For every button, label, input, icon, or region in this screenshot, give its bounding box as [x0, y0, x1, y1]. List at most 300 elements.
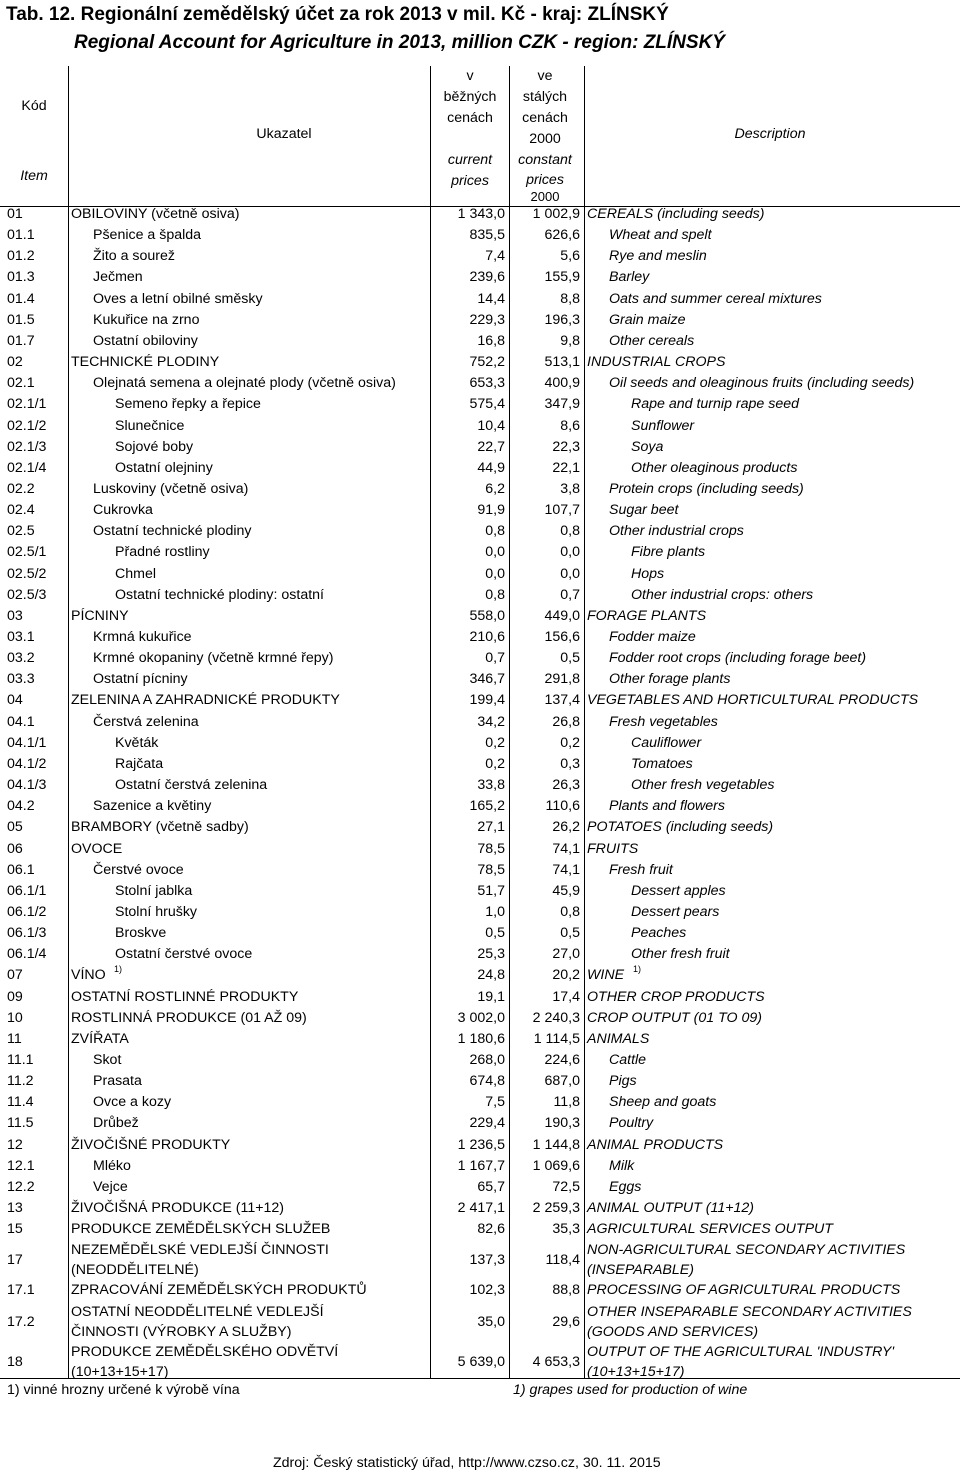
table-row — [0, 650, 960, 671]
row-value-current: 27,1 — [477, 819, 505, 836]
row-footnote-mark: 1) — [633, 964, 642, 975]
row-label-cz: ŽIVOČIŠNÁ PRODUKCE (11+12) — [71, 1200, 284, 1217]
row-value-current: 51,7 — [477, 882, 505, 899]
row-value-current: 0,2 — [485, 755, 505, 772]
row-value-constant: 107,7 — [544, 502, 580, 519]
row-label-cz: Rajčata — [115, 755, 164, 772]
row-code: 01.4 — [7, 290, 35, 307]
table-row — [0, 481, 960, 502]
row-value-constant: 1 002,9 — [532, 206, 580, 222]
table-row — [0, 989, 960, 1010]
table-row — [0, 523, 960, 544]
row-value-current: 137,3 — [469, 1252, 505, 1269]
row-label-en: Other cereals — [609, 332, 695, 349]
row-code: 01.7 — [7, 332, 35, 349]
row-value-constant: 35,3 — [552, 1221, 580, 1238]
row-label-en: VEGETABLES AND HORTICULTURAL PRODUCTS — [587, 692, 919, 709]
row-value-current: 19,1 — [477, 988, 505, 1005]
row-code: 17.2 — [7, 1313, 35, 1330]
row-value-current: 35,0 — [477, 1313, 505, 1330]
row-label-cz: TECHNICKÉ PLODINY — [71, 354, 220, 371]
row-label-en-cont: (INSEPARABLE) — [587, 1262, 694, 1279]
row-label-en: Dessert apples — [631, 882, 726, 899]
row-value-constant: 347,9 — [544, 396, 580, 413]
title-en: Regional Account for Agriculture in 2013, million CZK - region: ZLÍNSKÝ — [74, 32, 725, 53]
row-label-cz: Drůbež — [93, 1115, 139, 1132]
row-value-current: 1,0 — [485, 903, 505, 920]
row-value-constant: 22,3 — [552, 438, 580, 455]
table-row — [0, 1073, 960, 1094]
row-code: 02.2 — [7, 480, 35, 497]
row-value-current: 65,7 — [477, 1178, 505, 1195]
row-value-constant: 0,8 — [560, 903, 580, 920]
row-code: 13 — [7, 1200, 23, 1217]
table-row — [0, 1282, 960, 1303]
row-label-cz: ZPRACOVÁNÍ ZEMĚDĚLSKÝCH PRODUKTŮ — [71, 1282, 367, 1299]
row-code: 17.1 — [7, 1282, 35, 1299]
title-cz: Tab. 12. Regionální zemědělský účet za rok 2013 v mil. Kč - kraj: ZLÍNSKÝ — [6, 4, 669, 25]
row-label-cz-cont: (NEODDĚLITELNÉ) — [71, 1262, 199, 1279]
table-row — [0, 1221, 960, 1242]
row-label-en: Other industrial crops — [609, 523, 744, 540]
table-row — [0, 1137, 960, 1158]
row-label-en: Plants and flowers — [609, 798, 725, 815]
row-label-en: ANIMAL PRODUCTS — [587, 1136, 724, 1153]
table-row — [0, 608, 960, 629]
row-label-cz: Sazenice a květiny — [93, 798, 212, 815]
table-row — [0, 714, 960, 735]
row-value-constant: 74,1 — [552, 861, 580, 878]
table-row — [0, 735, 960, 756]
row-label-en: Rape and turnip rape seed — [631, 396, 800, 413]
row-label-cz: PRODUKCE ZEMĚDĚLSKÝCH SLUŽEB — [71, 1221, 331, 1238]
row-label-en: Grain maize — [609, 311, 686, 328]
row-code: 17 — [7, 1252, 23, 1269]
row-label-cz: Čerstvé ovoce — [93, 861, 184, 878]
table-row — [0, 439, 960, 460]
table-row — [0, 291, 960, 312]
row-code: 06.1/1 — [7, 882, 47, 899]
row-value-current: 102,3 — [469, 1282, 505, 1299]
row-code: 02.5/2 — [7, 565, 47, 582]
row-label-cz: Květák — [115, 734, 159, 751]
row-code: 06.1 — [7, 861, 35, 878]
row-value-constant: 27,0 — [552, 946, 580, 963]
row-label-cz: Ostatní pícniny — [93, 671, 188, 688]
row-label-cz: Skot — [93, 1052, 122, 1068]
row-value-current: 0,8 — [485, 523, 505, 540]
row-value-constant: 190,3 — [544, 1115, 580, 1132]
row-value-current: 0,0 — [485, 565, 505, 582]
row-label-cz: Ostatní technické plodiny — [93, 523, 252, 540]
row-value-current: 165,2 — [469, 798, 505, 815]
table-row — [0, 1094, 960, 1115]
table-row — [0, 206, 960, 227]
row-code: 02.1/1 — [7, 396, 47, 413]
row-value-constant: 0,5 — [560, 925, 580, 942]
header-constant-cz-line: cenách — [522, 110, 568, 126]
header-current-cz-line: v — [466, 68, 474, 84]
row-label-en: Other fresh vegetables — [631, 777, 775, 794]
source-note: Zdroj: Český statistický úřad, http://www.czso.cz, 30. 11. 2015 — [273, 1455, 661, 1471]
table-row — [0, 544, 960, 565]
row-value-constant: 5,6 — [560, 248, 580, 265]
row-label-en: Peaches — [631, 925, 687, 942]
table-row — [0, 883, 960, 904]
table-row — [0, 248, 960, 269]
row-value-constant: 137,4 — [544, 692, 580, 709]
row-value-current: 0,2 — [485, 734, 505, 751]
row-label-en: NON-AGRICULTURAL SECONDARY ACTIVITIES — [587, 1242, 906, 1259]
row-label-cz: Ovce a kozy — [93, 1094, 172, 1111]
row-label-cz: VÍNO — [71, 967, 106, 984]
row-code: 12.2 — [7, 1178, 35, 1195]
row-label-en: FORAGE PLANTS — [587, 607, 707, 624]
row-value-current: 752,2 — [469, 354, 505, 371]
row-value-current: 34,2 — [477, 713, 505, 730]
row-value-constant: 196,3 — [544, 311, 580, 328]
row-label-cz: Krmné okopaniny (včetně krmné řepy) — [93, 650, 334, 667]
row-value-constant: 118,4 — [545, 1252, 580, 1269]
row-value-constant: 72,5 — [552, 1178, 580, 1195]
row-value-constant: 224,6 — [544, 1052, 580, 1068]
header-current-en — [430, 150, 510, 192]
row-label-en: OTHER CROP PRODUCTS — [587, 988, 765, 1005]
row-value-current: 14,4 — [477, 290, 505, 307]
header-current-cz-line: běžných — [443, 89, 497, 105]
row-label-en: OUTPUT OF THE AGRICULTURAL 'INDUSTRY' — [587, 1343, 895, 1360]
row-value-constant: 0,0 — [560, 544, 580, 561]
header-constant-cz-line: stálých — [522, 89, 568, 105]
row-label-cz: Ostatní technické plodiny: ostatní — [115, 586, 324, 603]
row-label-cz: Prasata — [93, 1073, 142, 1090]
row-value-constant: 3,8 — [560, 480, 580, 497]
row-value-constant: 513,1 — [544, 354, 580, 371]
row-label-cz: Pšenice a špalda — [93, 227, 202, 244]
header-constant-cz-line: 2000 — [529, 131, 561, 147]
table-header — [0, 66, 960, 208]
row-value-current: 0,5 — [485, 925, 505, 942]
header-current-en-line: current — [447, 152, 493, 168]
table-row — [0, 1158, 960, 1179]
row-value-constant: 8,6 — [560, 417, 580, 434]
row-label-cz: BRAMBORY (včetně sadby) — [71, 819, 249, 836]
row-code: 02.1/3 — [7, 438, 47, 455]
row-label-en: Other oleaginous products — [631, 459, 798, 476]
header-current-cz-line: cenách — [447, 110, 493, 126]
table-row — [0, 1010, 960, 1031]
row-label-en: INDUSTRIAL CROPS — [587, 354, 726, 371]
row-code: 02.5/3 — [7, 586, 47, 603]
table-row — [0, 375, 960, 396]
row-code: 02.1/2 — [7, 417, 47, 434]
row-label-en: Cauliflower — [631, 734, 702, 751]
row-label-cz: Olejnatá semena a olejnaté plody (včetně osiva) — [93, 375, 396, 392]
row-code: 11.1 — [7, 1052, 34, 1068]
row-value-current: 575,4 — [469, 396, 505, 413]
row-label-cz: Broskve — [115, 925, 167, 942]
row-label-en: Other industrial crops: others — [631, 586, 814, 603]
row-value-constant: 26,8 — [552, 713, 580, 730]
row-value-constant: 2 240,3 — [532, 1009, 580, 1026]
row-code: 02.5 — [7, 523, 35, 540]
header-constant-en-line: constant — [518, 152, 572, 168]
row-value-constant: 0,0 — [560, 565, 580, 582]
row-code: 01.5 — [7, 311, 35, 328]
table-row — [0, 587, 960, 608]
row-value-current: 16,8 — [477, 332, 505, 349]
row-label-en: Fodder root crops (including forage beet) — [609, 650, 867, 667]
row-code: 06.1/2 — [7, 903, 47, 920]
row-code: 07 — [7, 967, 23, 984]
row-label-en: FRUITS — [587, 840, 639, 857]
row-value-current: 0,0 — [485, 544, 505, 561]
row-label-en: Oil seeds and oleaginous fruits (including seeds) — [609, 375, 915, 392]
row-label-cz: Žito a sourež — [93, 248, 176, 265]
row-label-en: Pigs — [609, 1073, 637, 1090]
row-value-current: 1 343,0 — [457, 206, 505, 222]
header-constant-en-line: prices — [526, 172, 564, 188]
row-label-cz: OVOCE — [71, 840, 123, 857]
row-label-cz: Přadné rostliny — [115, 544, 210, 561]
row-value-constant: 26,2 — [552, 819, 580, 836]
header-item: Item — [20, 168, 48, 184]
table-row — [0, 312, 960, 333]
row-label-cz: OSTATNÍ NEODDĚLITELNÉ VEDLEJŠÍ — [71, 1303, 324, 1320]
row-code: 01 — [7, 206, 23, 222]
row-value-constant: 45,9 — [552, 882, 580, 899]
row-label-cz: Stolní hrušky — [115, 903, 198, 920]
row-code: 12.1 — [7, 1157, 35, 1174]
row-label-en: AGRICULTURAL SERVICES OUTPUT — [587, 1221, 833, 1238]
row-value-current: 268,0 — [469, 1052, 505, 1068]
row-label-en: Oats and summer cereal mixtures — [609, 290, 822, 307]
table-row — [0, 333, 960, 354]
row-value-constant: 8,8 — [560, 290, 580, 307]
row-value-current: 653,3 — [469, 375, 505, 392]
row-value-current: 78,5 — [477, 861, 505, 878]
table-row — [0, 1242, 960, 1282]
row-code: 10 — [7, 1009, 23, 1026]
table-row — [0, 1200, 960, 1221]
row-value-constant: 2 259,3 — [532, 1200, 580, 1217]
row-code: 03.3 — [7, 671, 35, 688]
row-code: 06.1/3 — [7, 925, 47, 942]
table-row — [0, 1304, 960, 1344]
row-value-current: 199,4 — [469, 692, 505, 709]
row-label-en: Fodder maize — [609, 629, 696, 645]
row-value-constant: 155,9 — [544, 269, 580, 286]
row-label-en: Sugar beet — [609, 502, 679, 519]
row-value-constant: 291,8 — [544, 671, 580, 688]
row-label-en: Other forage plants — [609, 671, 731, 688]
row-label-cz: Ostatní obiloviny — [93, 332, 198, 349]
table-row — [0, 566, 960, 587]
row-label-cz: PRODUKCE ZEMĚDĚLSKÉHO ODVĚTVÍ — [71, 1343, 339, 1360]
row-value-current: 229,3 — [469, 311, 505, 328]
header-description: Description — [734, 126, 806, 142]
table-row — [0, 925, 960, 946]
row-code: 12 — [7, 1136, 23, 1153]
row-value-current: 1 180,6 — [457, 1030, 505, 1047]
header-constant-en-line: 2000 — [530, 189, 560, 204]
header-constant-en — [505, 150, 585, 204]
table-row — [0, 904, 960, 925]
row-label-en: Fresh fruit — [609, 861, 673, 878]
row-value-current: 91,9 — [477, 502, 505, 519]
row-value-current: 210,6 — [469, 629, 505, 645]
row-value-constant: 4 653,3 — [532, 1353, 580, 1370]
row-value-constant: 110,6 — [545, 798, 580, 815]
row-value-constant: 156,6 — [544, 629, 580, 645]
row-label-en: Sheep and goats — [609, 1094, 717, 1111]
row-label-cz: Chmel — [115, 565, 156, 582]
table-row — [0, 502, 960, 523]
row-code: 03.1 — [7, 629, 35, 645]
row-code: 11.4 — [7, 1094, 34, 1111]
row-code: 02.1/4 — [7, 459, 47, 476]
row-label-cz: Ječmen — [93, 269, 143, 286]
row-value-current: 6,2 — [485, 480, 505, 497]
row-value-current: 229,4 — [469, 1115, 505, 1132]
row-value-constant: 26,3 — [552, 777, 580, 794]
row-label-cz: NEZEMĚDĚLSKÉ VEDLEJŠÍ ČINNOSTI — [71, 1242, 329, 1259]
table-row — [0, 1031, 960, 1052]
row-value-constant: 1 114,5 — [533, 1030, 580, 1047]
row-value-current: 558,0 — [469, 607, 505, 624]
row-code: 18 — [7, 1353, 23, 1370]
row-code: 02.4 — [7, 502, 35, 519]
table-row — [0, 862, 960, 883]
row-value-current: 0,7 — [485, 650, 505, 667]
row-code: 04.2 — [7, 798, 35, 815]
row-label-en: Poultry — [609, 1115, 654, 1132]
row-value-constant: 449,0 — [544, 607, 580, 624]
row-value-constant: 9,8 — [560, 332, 580, 349]
row-label-en: Soya — [631, 438, 664, 455]
row-value-constant: 29,6 — [552, 1313, 580, 1330]
row-value-constant: 11,8 — [553, 1094, 580, 1111]
footnote-cz: 1) vinné hrozny určené k výrobě vína — [7, 1382, 240, 1398]
row-value-constant: 626,6 — [544, 227, 580, 244]
table-row — [0, 396, 960, 417]
row-label-en-cont: (GOODS AND SERVICES) — [587, 1323, 759, 1340]
row-value-constant: 687,0 — [544, 1073, 580, 1090]
row-label-cz: Ostatní čerstvá zelenina — [115, 777, 268, 794]
row-value-constant: 400,9 — [544, 375, 580, 392]
row-label-cz: Stolní jablka — [115, 882, 193, 899]
table-row — [0, 1052, 960, 1073]
row-label-cz: Vejce — [93, 1178, 128, 1195]
row-value-current: 835,5 — [469, 227, 505, 244]
row-label-cz: Mléko — [93, 1157, 131, 1174]
row-value-current: 78,5 — [477, 840, 505, 857]
row-code: 11 — [7, 1030, 22, 1047]
row-code: 04.1/3 — [7, 777, 47, 794]
row-code: 03.2 — [7, 650, 35, 667]
row-label-en: Hops — [631, 565, 665, 582]
row-label-cz: Kukuřice na zrno — [93, 311, 200, 328]
header-constant-cz — [505, 66, 585, 150]
row-value-constant: 74,1 — [552, 840, 580, 857]
header-kod: Kód — [21, 98, 47, 114]
row-code: 04 — [7, 692, 23, 709]
row-value-current: 33,8 — [477, 777, 505, 794]
row-label-cz: Oves a letní obilné směsky — [93, 290, 263, 307]
row-value-constant: 0,8 — [560, 523, 580, 540]
row-code: 06 — [7, 840, 23, 857]
table-row — [0, 269, 960, 290]
row-label-cz: PÍCNINY — [71, 607, 129, 624]
row-code: 05 — [7, 819, 23, 836]
row-value-current: 346,7 — [469, 671, 505, 688]
row-value-current: 3 002,0 — [457, 1009, 505, 1026]
table-row — [0, 841, 960, 862]
row-label-en: PROCESSING OF AGRICULTURAL PRODUCTS — [587, 1282, 901, 1299]
row-code: 15 — [7, 1221, 23, 1238]
row-value-current: 22,7 — [477, 438, 505, 455]
row-value-current: 1 236,5 — [457, 1136, 505, 1153]
row-value-current: 82,6 — [477, 1221, 505, 1238]
row-label-en: ANIMALS — [587, 1030, 650, 1047]
row-label-en: Protein crops (including seeds) — [609, 480, 804, 497]
row-label-cz: Slunečnice — [115, 417, 185, 434]
row-label-cz: Semeno řepky a řepice — [115, 396, 261, 413]
table-row — [0, 1179, 960, 1200]
row-code: 01.1 — [7, 227, 35, 244]
row-value-constant: 1 069,6 — [532, 1157, 580, 1174]
table-row — [0, 227, 960, 248]
row-label-en: POTATOES (including seeds) — [587, 819, 774, 836]
row-value-current: 2 417,1 — [457, 1200, 505, 1217]
row-value-current: 1 167,7 — [457, 1157, 505, 1174]
row-label-en: Milk — [609, 1157, 635, 1174]
row-label-en: OTHER INSEPARABLE SECONDARY ACTIVITIES — [587, 1303, 912, 1320]
row-label-en: Tomatoes — [631, 755, 693, 772]
row-footnote-mark: 1) — [114, 964, 123, 975]
row-label-en: Barley — [609, 269, 650, 286]
header-constant-cz-line: ve — [537, 68, 553, 84]
row-value-constant: 1 144,8 — [532, 1136, 580, 1153]
row-value-constant: 88,8 — [552, 1282, 580, 1299]
row-code: 02.5/1 — [7, 544, 47, 561]
row-label-en: Eggs — [609, 1178, 642, 1195]
row-value-constant: 0,2 — [560, 734, 580, 751]
row-label-en: Fibre plants — [631, 544, 706, 561]
header-current-en-line: prices — [451, 173, 489, 189]
table-row — [0, 1115, 960, 1136]
row-code: 11.2 — [7, 1073, 34, 1090]
row-label-cz: Sojové boby — [115, 438, 194, 455]
row-value-constant: 22,1 — [552, 459, 580, 476]
row-value-constant: 0,5 — [560, 650, 580, 667]
row-value-current: 7,4 — [485, 248, 505, 265]
table-row — [0, 671, 960, 692]
row-label-cz: Ostatní olejniny — [115, 459, 213, 476]
table-row — [0, 946, 960, 967]
row-label-en: Other fresh fruit — [631, 946, 730, 963]
row-code: 01.2 — [7, 248, 35, 265]
row-code: 01.3 — [7, 269, 35, 286]
table-row — [0, 777, 960, 798]
row-label-cz: Ostatní čerstvé ovoce — [115, 946, 253, 963]
row-label-cz: ZVÍŘATA — [71, 1030, 129, 1047]
row-label-en: ANIMAL OUTPUT (11+12) — [587, 1200, 755, 1217]
row-label-cz: OBILOVINY (včetně osiva) — [71, 206, 240, 222]
row-label-cz: Cukrovka — [93, 502, 153, 519]
row-label-en: CEREALS (including seeds) — [587, 206, 765, 222]
row-label-en: Sunflower — [631, 417, 695, 434]
